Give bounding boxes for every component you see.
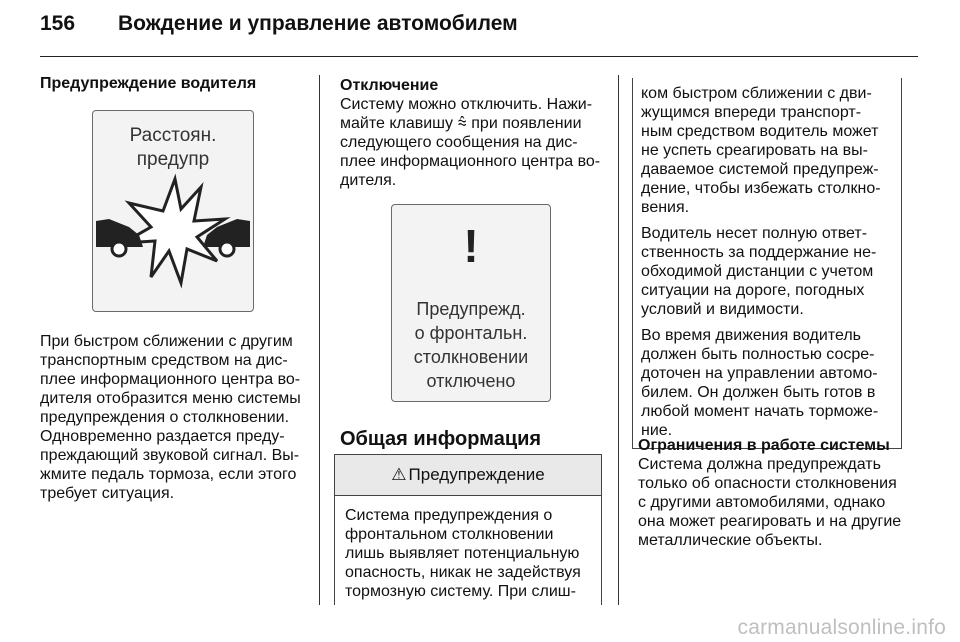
- text-line: металлические объекты.: [638, 532, 823, 549]
- text-line: плее информационного центра во-: [340, 153, 601, 170]
- warning-paragraph-3: [641, 326, 893, 440]
- text-line: предупреждения о столкновении.: [40, 409, 290, 426]
- text-line: ком быстром сближении с дви-: [641, 85, 872, 102]
- figure-text-line2: о фронтальн.: [414, 323, 528, 343]
- text-line: Систему можно отключить. Нажи-: [340, 96, 593, 113]
- warning-title: Предупреждение: [408, 465, 545, 484]
- text-line: с другими автомобилями, однако: [638, 494, 886, 511]
- column-divider-left: [319, 75, 320, 605]
- text-line: ственность за поддержание не-: [641, 244, 877, 261]
- warning-header: [335, 455, 601, 496]
- text-line: ным средством водитель может: [641, 123, 879, 140]
- text-line: дение, чтобы избежать столкно-: [641, 180, 881, 197]
- page-number: 156: [40, 12, 76, 35]
- text-line: транспортным средством на дис-: [40, 352, 288, 369]
- collision-warning-figure: [92, 110, 254, 312]
- text-line: При быстром сближении с другим: [40, 333, 293, 350]
- page-title: Вождение и управление автомобилем: [118, 12, 518, 35]
- figure-text-line1: Предупрежд.: [416, 299, 526, 319]
- text-line: Система предупреждения о: [345, 507, 553, 524]
- section-heading-limitations: Ограничения в работе системы: [638, 437, 890, 454]
- text-line: любой момент начать торможе-: [641, 403, 879, 420]
- warning-body: [335, 496, 601, 601]
- text-line: она может реагировать и на другие: [638, 513, 902, 530]
- watermark: carmanualsonline.info: [737, 616, 946, 639]
- section-heading-general: Общая информация: [340, 428, 542, 450]
- text-line: опасность, никак не задействуя: [345, 564, 581, 581]
- text-line: требует ситуация.: [40, 485, 175, 502]
- column-divider-right: [618, 75, 619, 605]
- header-divider: [40, 56, 918, 57]
- text-line: Одновременно раздается преду-: [40, 428, 285, 445]
- text-line: только об опасности столкновения: [638, 475, 897, 492]
- collision-warning-graphic: [93, 111, 253, 311]
- text-line: условий и видимости.: [641, 301, 804, 318]
- disable-paragraph: [340, 95, 612, 190]
- text-line: жущимся впереди транспорт-: [641, 104, 862, 121]
- text-line: следующего сообщения на дис-: [340, 134, 578, 151]
- text-line: билем. Он должен быть готов в: [641, 384, 876, 401]
- text-line: дителя.: [340, 172, 397, 189]
- text-line: ние.: [641, 422, 673, 439]
- text-line: обходимой дистанции с учетом: [641, 263, 874, 280]
- text-line: Во время движения водитель: [641, 327, 862, 344]
- figure-text-line1: Расстоян.: [129, 125, 217, 146]
- text-line: плее информационного центра во-: [40, 371, 301, 388]
- figure-text-line3: столкновении: [413, 347, 529, 367]
- text-line: ситуации на дороге, погодных: [641, 282, 865, 299]
- text-line: тормозную систему. При слиш-: [345, 583, 576, 600]
- text-line: Водитель несет полную ответ-: [641, 225, 868, 242]
- warning-paragraph-2: [641, 224, 893, 319]
- text-line: майте клавишу ⩯ при появлении: [340, 115, 582, 132]
- text-line: дителя отобразится меню системы: [40, 390, 301, 407]
- text-line: не успеть среагировать на вы-: [641, 142, 868, 159]
- exclamation-icon: !: [463, 220, 479, 272]
- text-line: вения.: [641, 199, 690, 216]
- driver-warning-paragraph: [40, 332, 312, 503]
- section-heading-driver-warning: Предупреждение водителя: [40, 75, 257, 92]
- text-line: доточен на управлении автомо-: [641, 365, 878, 382]
- figure-text-line4: отключено: [426, 371, 516, 391]
- text-line: даваемое системой предупреж-: [641, 161, 879, 178]
- warning-box: [334, 454, 602, 605]
- disabled-message-figure: [391, 204, 551, 402]
- warning-paragraph-1: [641, 84, 893, 217]
- figure-text-line2: предупр: [136, 149, 210, 170]
- section-heading-disable: Отключение: [340, 77, 439, 94]
- text-line: должен быть полностью сосре-: [641, 346, 875, 363]
- warning-triangle-icon: ⚠: [391, 465, 407, 484]
- warning-box-continued: [632, 78, 902, 449]
- text-line: фронтальном столкновении: [345, 526, 554, 543]
- text-line: жмите педаль тормоза, если этого: [40, 466, 297, 483]
- text-line: Система должна предупреждать: [638, 456, 881, 473]
- text-line: преждающий звуковой сигнал. Вы-: [40, 447, 300, 464]
- text-line: лишь выявляет потенциальную: [345, 545, 580, 562]
- limitations-paragraph: [638, 455, 928, 550]
